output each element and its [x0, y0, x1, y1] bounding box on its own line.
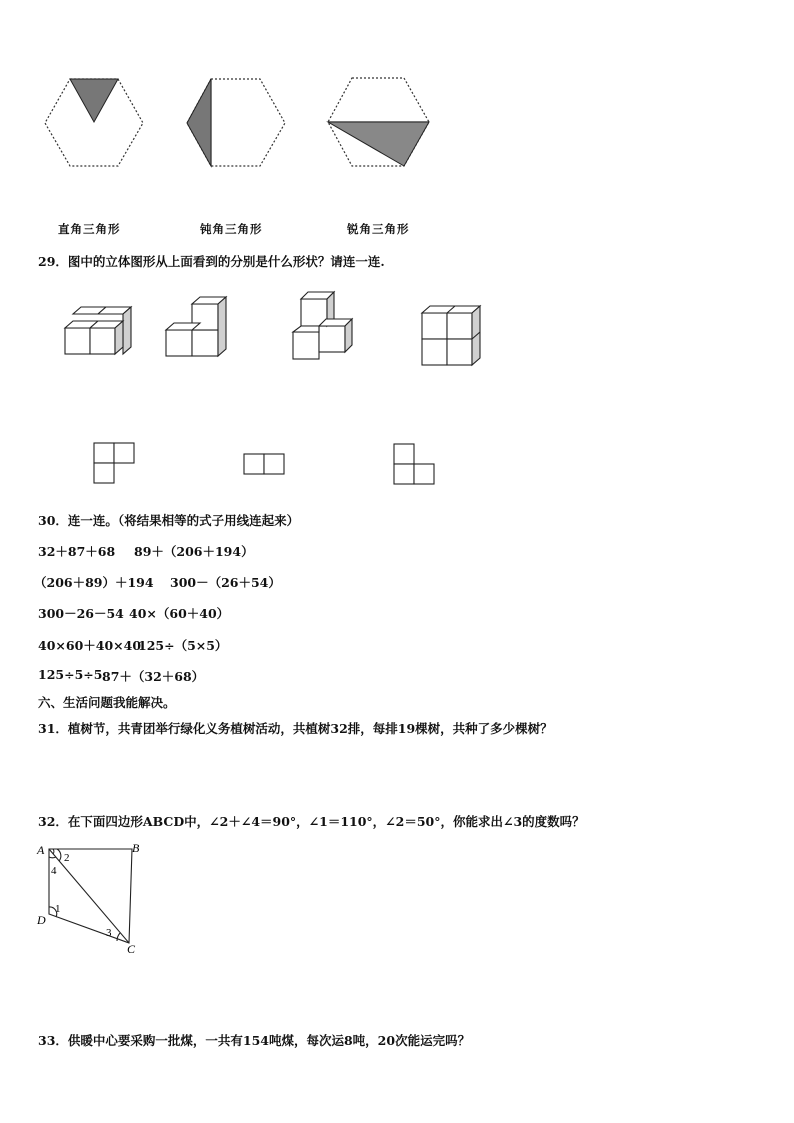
- angle-3-label: 3: [106, 927, 112, 939]
- hexagon-label-acute: 锐角三角形: [347, 222, 410, 236]
- expr-right-5: 87＋（32＋68）: [102, 669, 205, 684]
- hexagon-figures: [0, 0, 794, 240]
- cube-figures: [0, 280, 794, 500]
- question-33: 33．供暖中心要采购一批煤，一共有154吨煤，每次运8吨，20次能运完吗？: [38, 1033, 471, 1048]
- vertex-a: A: [37, 843, 45, 857]
- expr-right-2: 300－（26＋54）: [170, 575, 281, 590]
- question-32: 32．在下面四边形ABCD中，∠2＋∠4＝90°，∠1＝110°，∠2＝50°，你能求出∠3的度数吗？: [38, 814, 585, 829]
- expr-left-1: 32＋87＋68: [38, 544, 116, 559]
- expr-left-4: 40×60＋40×40: [38, 638, 142, 653]
- expr-left-3: 300－26－54: [38, 606, 124, 621]
- angle-1-label: 1: [55, 903, 61, 915]
- hexagon-label-right: 直角三角形: [58, 222, 121, 236]
- expr-right-3: 40×（60＋40）: [129, 606, 230, 621]
- vertex-b: B: [132, 841, 140, 855]
- question-31: 31．植树节，共青团举行绿化义务植树活动，共植树32排，每排19棵树，共种了多少棵树？: [38, 721, 553, 736]
- vertex-d: D: [37, 913, 46, 927]
- expr-left-2: （206＋89）＋194: [34, 575, 154, 590]
- vertex-c: C: [127, 942, 136, 956]
- hexagon-label-obtuse: 钝角三角形: [200, 222, 263, 236]
- expr-left-5: 125÷5÷5: [38, 667, 103, 682]
- angle-2-label: 2: [64, 852, 70, 864]
- shaded-obtuse-triangle: [187, 79, 211, 166]
- quadrilateral-figure: [0, 830, 200, 970]
- angle-4-label: 4: [51, 865, 57, 877]
- shaded-acute-triangle: [328, 122, 429, 166]
- question-29: 29．图中的立体图形从上面看到的分别是什么形状？请连一连.: [38, 254, 385, 269]
- section-heading-6: 六、生活问题我能解决。: [38, 695, 176, 710]
- question-30: 30．连一连。（将结果相等的式子用线连起来）: [38, 513, 300, 528]
- shaded-right-triangle: [70, 79, 118, 122]
- expr-right-1: 89＋（206＋194）: [134, 544, 254, 559]
- expr-right-4: 125÷（5×5）: [138, 638, 228, 653]
